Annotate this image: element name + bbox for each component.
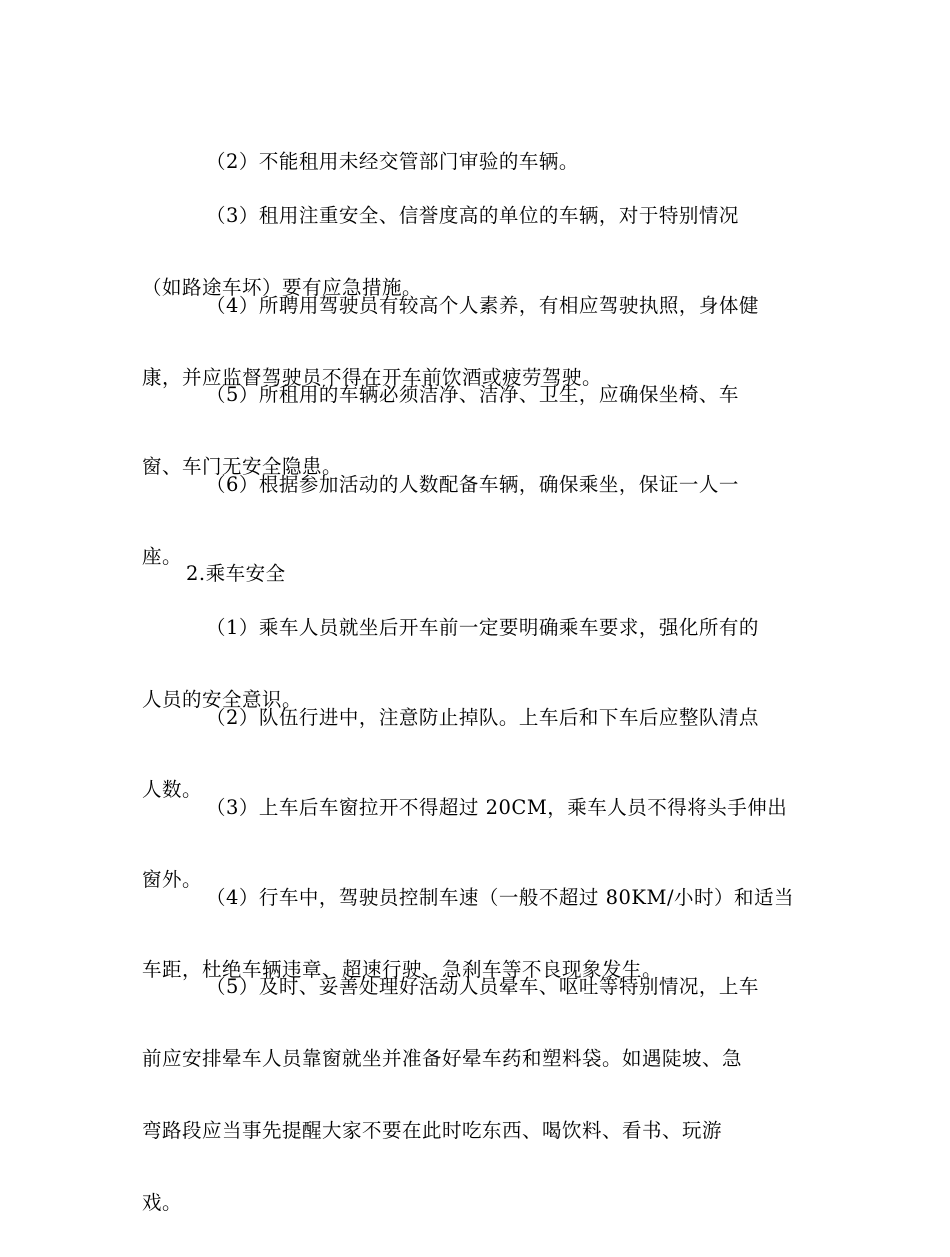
paragraph-line: （2）队伍行进中，注意防止掉队。上车后和下车后应整队清点 <box>206 706 759 729</box>
paragraph-line: （3）上车后车窗拉开不得超过 20CM，乘车人员不得将头手伸出 <box>206 796 788 819</box>
paragraph-line: （如路途车坏）要有应急措施。 <box>142 276 423 299</box>
paragraph-line: 戏。 <box>142 1191 183 1214</box>
paragraph-line: （4）所聘用驾驶员有较高个人素养，有相应驾驶执照，身体健 <box>206 294 759 317</box>
paragraph-line: （5）及时、妥善处理好活动人员晕车、呕吐等特别情况，上车 <box>206 975 759 998</box>
paragraph-line: （6）根据参加活动的人数配备车辆，确保乘坐，保证一人一 <box>206 473 739 496</box>
paragraph-line: （3）租用注重安全、信誉度高的单位的车辆，对于特别情况 <box>206 204 739 227</box>
paragraph-line: 窗、车门无安全隐患。 <box>142 455 343 478</box>
paragraph-line: （2）不能租用未经交管部门审验的车辆。 <box>206 150 579 173</box>
paragraph-line: （1）乘车人员就坐后开车前一定要明确乘车要求，强化所有的 <box>206 616 759 639</box>
paragraph-line: 车距，杜绝车辆违章、超速行驶、急刹车等不良现象发生。 <box>142 958 663 981</box>
paragraph-line: 座。 <box>142 545 183 568</box>
paragraph-line: 人员的安全意识。 <box>142 688 303 711</box>
paragraph-line: 前应安排晕车人员靠窗就坐并准备好晕车药和塑料袋。如遇陡坡、急 <box>142 1047 743 1070</box>
paragraph-line: 康，并应监督驾驶员不得在开车前饮酒或疲劳驾驶。 <box>142 366 603 389</box>
paragraph-line: 人数。 <box>142 778 203 801</box>
paragraph-line: （4）行车中，驾驶员控制车速（一般不超过 80KM/小时）和适当 <box>206 886 795 909</box>
paragraph-line: （5）所租用的车辆必须洁净、洁净、卫生，应确保坐椅、车 <box>206 383 739 406</box>
paragraph-line: 窗外。 <box>142 868 203 891</box>
riding-item-5 <box>142 933 814 1257</box>
paragraph-line: 弯路段应当事先提醒大家不要在此时吃东西、喝饮料、看书、玩游 <box>142 1119 723 1142</box>
heading-text: 2.乘车安全 <box>186 562 286 585</box>
